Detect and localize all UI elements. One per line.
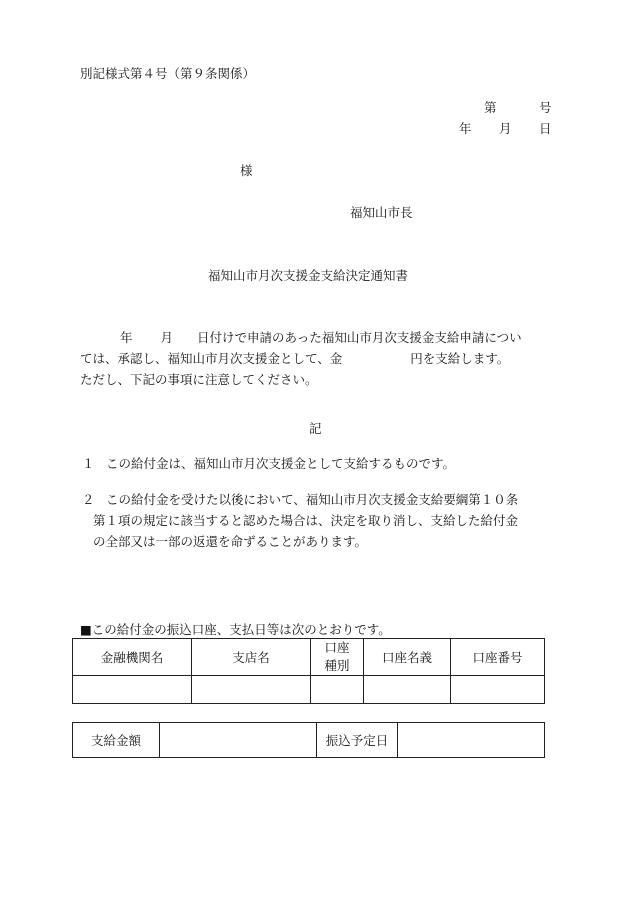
ki-heading: 記 [309, 421, 322, 436]
item-text: 第１項の規定に該当すると認めた場合は、決定を取り消し、支給した給付金 [93, 513, 519, 528]
date-year: 年 [459, 121, 472, 136]
header-bank-name: 金融機関名 [73, 639, 192, 676]
bank-note: ■この給付金の振込口座、支払日等は次のとおりです。 [80, 622, 391, 637]
amount-value-cell[interactable] [160, 723, 317, 758]
body-line-1 [80, 327, 550, 348]
date-month: 月 [499, 121, 512, 136]
header-branch-name: 支店名 [192, 639, 311, 676]
body-text: 円を支給します。 [410, 351, 510, 366]
account-number-cell[interactable] [451, 676, 545, 704]
body-year: 年 [120, 330, 133, 345]
item-text: この給付金は、福知山市月次支援金として支給するものです。 [106, 456, 456, 471]
transfer-date-value-cell[interactable] [398, 723, 545, 758]
amount-label: 支給金額 [73, 723, 160, 758]
issuer: 福知山市長 [350, 205, 413, 220]
header-account-holder: 口座名義 [364, 639, 451, 676]
bank-name-cell[interactable] [73, 676, 192, 704]
branch-name-cell[interactable] [192, 676, 311, 704]
table-header-row [73, 639, 545, 676]
payment-table [72, 722, 545, 758]
header-account-type-line2: 種別 [324, 658, 350, 673]
form-reference: 別記様式第４号（第９条関係） [80, 66, 256, 81]
bank-account-table [72, 638, 545, 704]
document-title: 福知山市月次支援金支給決定通知書 [208, 268, 409, 283]
body-month: 月 [160, 330, 174, 345]
body-line-2 [80, 348, 550, 369]
item-number: ２ [82, 492, 95, 507]
date-day: 日 [539, 121, 552, 136]
body-text: ては、承認し、福知山市月次支援金として、金 [80, 351, 343, 366]
doc-number-prefix: 第 [484, 100, 497, 115]
header-account-number: 口座番号 [451, 639, 545, 676]
item-number: １ [82, 456, 95, 471]
body-text: 日付けで申請のあった福知山市月次支援金支給申請につい [197, 330, 522, 345]
header-account-type [311, 639, 364, 676]
doc-number-suffix: 号 [539, 100, 552, 115]
addressee-suffix: 様 [240, 163, 253, 178]
account-type-cell[interactable] [311, 676, 364, 704]
item-text: この給付金を受けた以後において、福知山市月次支援金支給要綱第１０条 [106, 492, 519, 507]
account-holder-cell[interactable] [364, 676, 451, 704]
transfer-date-label: 振込予定日 [317, 723, 398, 758]
header-account-type-line1: 口座 [324, 640, 350, 655]
table-row [73, 723, 545, 758]
body-line-3: ただし、下記の事項に注意してください。 [80, 372, 318, 387]
table-row [73, 676, 545, 704]
item-text: の全部又は一部の返還を命ずることがあります。 [93, 534, 368, 549]
body-paragraph [80, 327, 550, 390]
